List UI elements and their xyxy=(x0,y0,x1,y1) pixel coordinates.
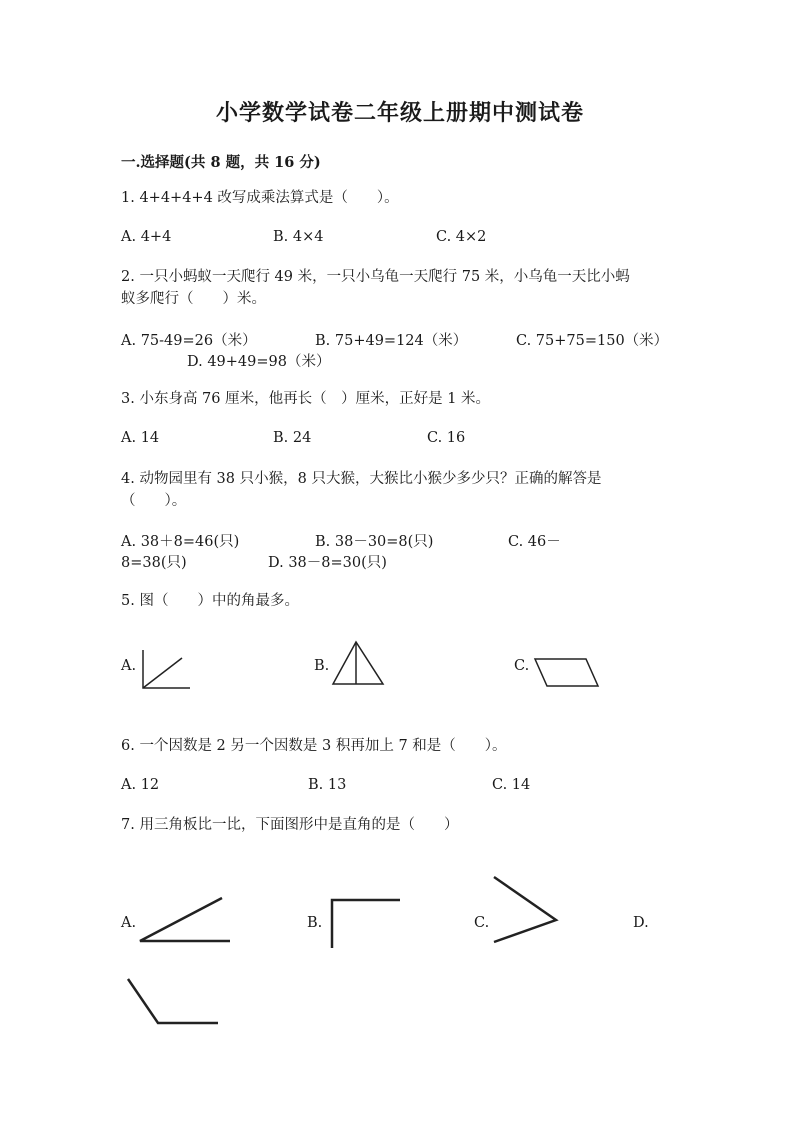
question-1-option-c[interactable]: C. 4×2 xyxy=(436,229,487,245)
angle-figure-7d xyxy=(122,976,222,1028)
question-5-stem: 5. 图（ ）中的角最多。 xyxy=(121,593,299,609)
question-4-stem-line2: （ ）。 xyxy=(121,493,187,509)
question-5-option-b[interactable]: B. xyxy=(314,658,330,674)
question-4-option-b[interactable]: B. 38－30=8(只) xyxy=(315,534,434,550)
question-7-option-d[interactable]: D. xyxy=(633,915,649,931)
question-3-stem: 3. 小东身高 76 厘米，他再长（ ）厘米，正好是 1 米。 xyxy=(121,391,491,407)
question-7-option-a[interactable]: A. xyxy=(121,915,137,931)
question-2-option-c[interactable]: C. 75+75=150（米） xyxy=(516,333,669,349)
question-4-option-c[interactable]: C. 46－ xyxy=(508,534,561,550)
parallelogram-figure-c xyxy=(532,656,602,690)
angle-figure-a xyxy=(140,648,192,690)
question-2-stem-line1: 2. 一只小蚂蚁一天爬行 49 米，一只小乌龟一天爬行 75 米，小乌龟一天比小蚂 xyxy=(121,269,630,285)
angle-figure-7a xyxy=(136,896,232,944)
question-2-stem-line2: 蚁多爬行（ ）米。 xyxy=(121,291,266,307)
question-4-option-d[interactable]: D. 38－8=30(只) xyxy=(268,555,387,571)
question-1-option-b[interactable]: B. 4×4 xyxy=(273,229,324,245)
section-heading: 一.选择题(共 8 题，共 16 分) xyxy=(121,154,321,171)
triangle-figure-b xyxy=(330,640,386,688)
question-7-option-b[interactable]: B. xyxy=(307,915,323,931)
question-3-option-a[interactable]: A. 14 xyxy=(121,430,160,446)
question-6-option-b[interactable]: B. 13 xyxy=(308,777,347,793)
page-title: 小学数学试卷二年级上册期中测试卷 xyxy=(215,100,584,126)
question-2-option-b[interactable]: B. 75+49=124（米） xyxy=(315,333,468,349)
question-2-option-d[interactable]: D. 49+49=98（米） xyxy=(187,354,331,370)
question-7-stem: 7. 用三角板比一比，下面图形中是直角的是（ ） xyxy=(121,817,459,833)
question-1-stem: 1. 4+4+4+4 改写成乘法算式是（ ）。 xyxy=(121,190,399,206)
angle-figure-7c xyxy=(490,874,562,946)
question-4-option-c-wrap: 8=38(只) xyxy=(121,555,187,571)
question-2-option-a[interactable]: A. 75-49=26（米） xyxy=(121,333,257,349)
question-3-option-c[interactable]: C. 16 xyxy=(427,430,466,446)
question-5-option-c[interactable]: C. xyxy=(514,658,530,674)
question-3-option-b[interactable]: B. 24 xyxy=(273,430,312,446)
question-1-option-a[interactable]: A. 4+4 xyxy=(121,229,172,245)
question-6-stem: 6. 一个因数是 2 另一个因数是 3 积再加上 7 和是（ ）。 xyxy=(121,738,507,754)
question-4-stem-line1: 4. 动物园里有 38 只小猴，8 只大猴，大猴比小猴少多少只？正确的解答是 xyxy=(121,471,602,487)
right-angle-figure-7b xyxy=(326,896,402,950)
question-6-option-a[interactable]: A. 12 xyxy=(121,777,160,793)
question-6-option-c[interactable]: C. 14 xyxy=(492,777,531,793)
question-7-option-c[interactable]: C. xyxy=(474,915,490,931)
question-5-option-a[interactable]: A. xyxy=(121,658,137,674)
question-4-option-a[interactable]: A. 38＋8=46(只) xyxy=(121,534,240,550)
